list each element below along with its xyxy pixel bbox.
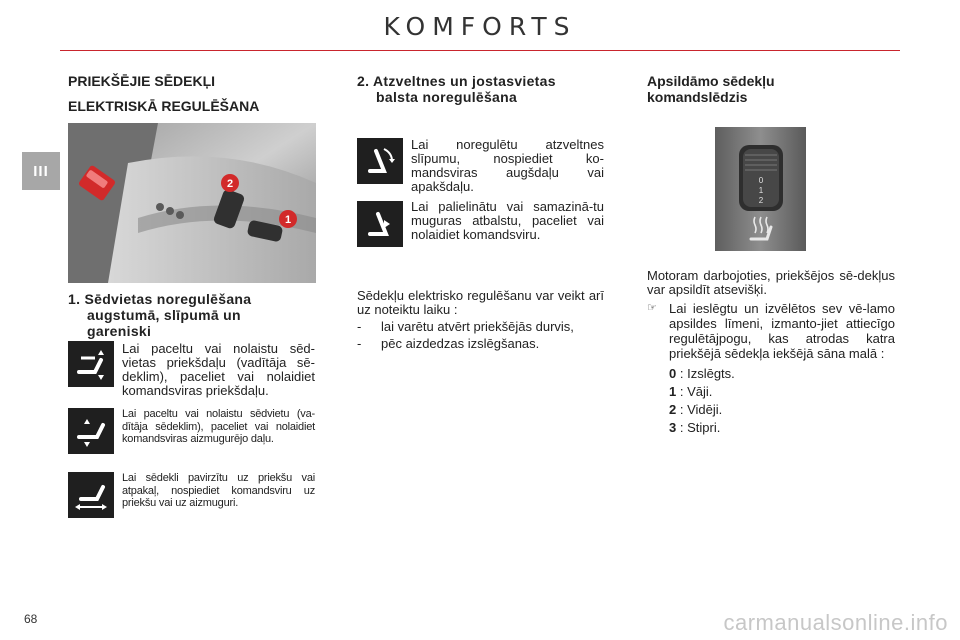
- seat-tilt-front-icon: [68, 341, 114, 387]
- heated-seats-title-line1: Apsildāmo sēdekļu: [647, 73, 775, 89]
- dial-label-2: 2: [758, 196, 764, 205]
- section-title-electric-adjust: ELEKTRISKĀ REGULĒŠANA: [68, 98, 260, 114]
- heated-seat-dial-photo: [715, 127, 806, 251]
- heated-seats-intro: Motoram darbojoties, priekšējos sē-dekļus var apsildīt atsevišķi.: [647, 268, 895, 297]
- header-divider: [60, 50, 900, 51]
- page-title: KOMFORTS: [383, 12, 577, 41]
- watermark: carmanualsonline.info: [723, 610, 948, 635]
- section-1-title-line1: Sēdvietas noregulēšana: [84, 291, 252, 307]
- dial-label-0: 0: [758, 176, 764, 185]
- section-1-number: 1.: [68, 291, 81, 307]
- section-2-item-1-text: Lai noregulētu atzveltnes slīpumu, nospiediet ko-mandsviras augšdaļu vai apakšdaļu.: [411, 137, 604, 194]
- timed-adjust-note: Sēdekļu elektrisko regulēšanu var veikt arī uz noteiktu laiku :: [357, 288, 604, 317]
- photo-callout-1: 1: [284, 214, 292, 226]
- heat-level-3: 3 : Stipri.: [669, 420, 721, 435]
- section-1-item-3-text: Lai sēdekli pavirzītu uz priekšu vai atpakaļ, nospiediet komandsviru uz priekšu vai uz aizmuguri.: [122, 472, 315, 509]
- chapter-tab[interactable]: III: [22, 152, 60, 190]
- section-1-title-line3: gareniski: [87, 323, 152, 339]
- list-item: - lai varētu atvērt priekšējās durvis,: [357, 319, 574, 334]
- section-1-title-line2: augstumā, slīpumā un: [87, 307, 241, 323]
- page-number: 68: [24, 612, 38, 626]
- timed-adjust-list: [357, 318, 604, 352]
- heat-level-2: 2 : Vidēji.: [669, 402, 723, 417]
- section-2-title: [357, 73, 556, 105]
- section-1-title: [68, 291, 251, 339]
- lumbar-support-icon: [357, 201, 403, 247]
- heated-seats-bullet-text: Lai ieslēgtu un izvēlētos sev vē-lamo apsildes līmeni, izmanto-jiet attiecīgo regulētājpogu, kas atrodas katra priekšējā sēdekļa iekšējā sāna malā :: [669, 301, 895, 361]
- heated-seats-title-line2: komandslēdzis: [647, 89, 748, 105]
- heat-level-0: 0 : Izslēgts.: [669, 366, 735, 381]
- pointer-icon: ☞: [647, 302, 657, 314]
- section-title-front-seats: PRIEKŠĒJIE SĒDEKĻI: [68, 73, 216, 89]
- section-1-item-2-text: Lai paceltu vai nolaistu sēdvietu (va-dītāja sēdeklim), paceliet vai nolaidiet komandsviras aizmugurējo daļu.: [122, 408, 315, 445]
- section-2-title-line2: balsta noregulēšana: [376, 89, 518, 105]
- dial-label-1: 1: [758, 186, 764, 195]
- section-2-number: 2.: [357, 73, 370, 89]
- section-2-item-2-text: Lai palielinātu vai samazinā-tu muguras atbalstu, paceliet vai nolaidiet komandsviru.: [411, 199, 604, 242]
- seat-height-icon: [68, 408, 114, 454]
- list-item: - pēc aizdedzas izslēgšanas.: [357, 336, 540, 351]
- section-2-title-line1: Atzveltnes un jostasvietas: [372, 73, 556, 89]
- backrest-recline-icon: [357, 138, 403, 184]
- seat-controls-photo: [68, 123, 316, 283]
- seat-slide-icon: [68, 472, 114, 518]
- heated-seats-instructions: [647, 301, 895, 437]
- section-1-item-1-text: Lai paceltu vai nolaistu sēd-vietas priekšdaļu (vadītāja sē-deklim), paceliet vai nolaidiet komandsviras priekšdaļu.: [122, 341, 315, 398]
- heat-level-1: 1 : Vāji.: [669, 384, 713, 399]
- photo-callout-2: 2: [226, 178, 234, 190]
- heat-level-list: [669, 365, 895, 437]
